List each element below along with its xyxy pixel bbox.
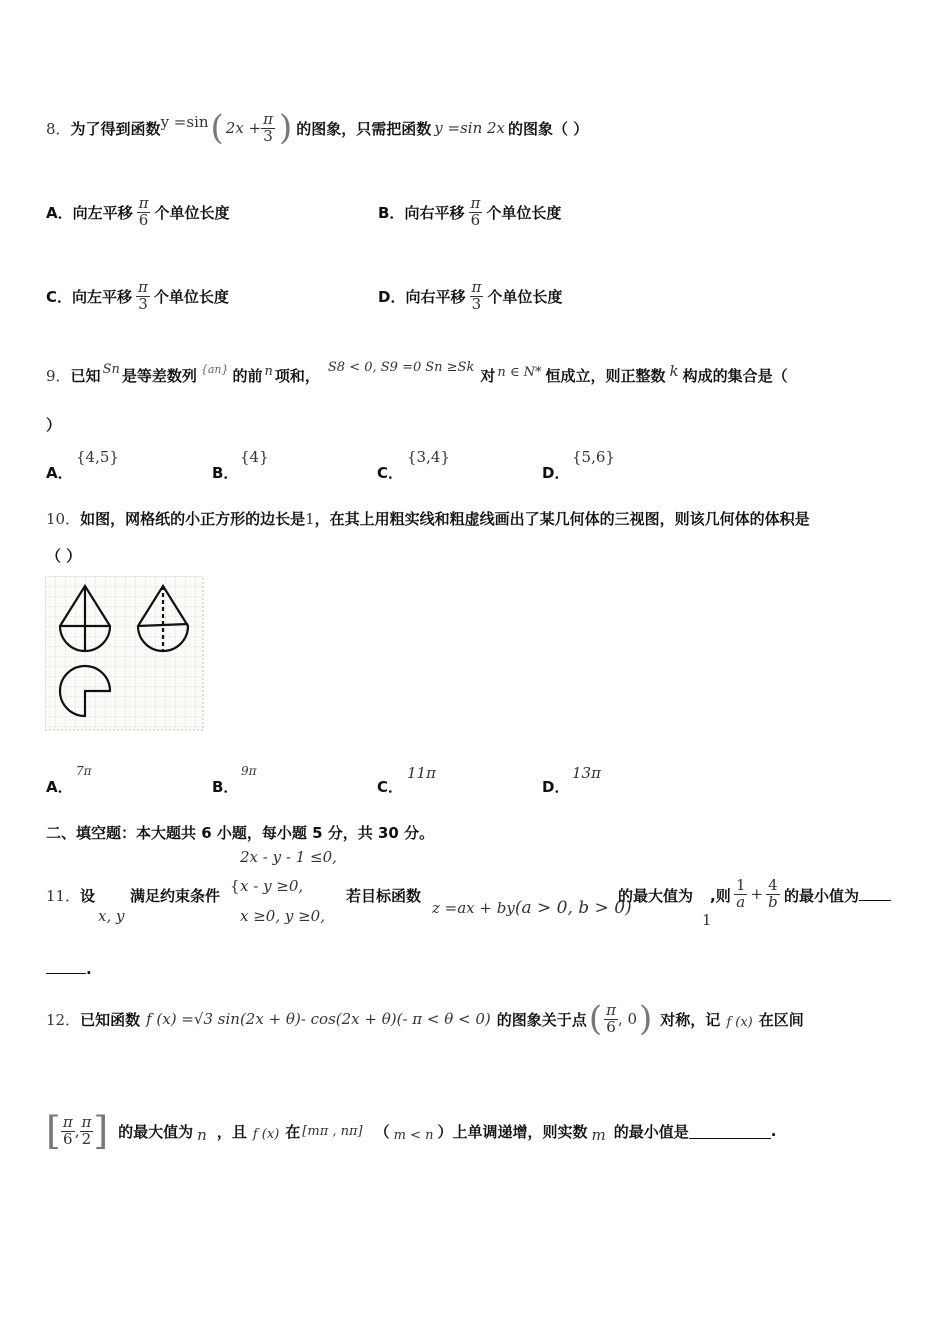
q11-vars: x, y bbox=[98, 907, 125, 925]
q11-she: 设 bbox=[80, 887, 96, 905]
q8-option-d[interactable]: D． 向右平移 $\frac{\pi}{3}$ 个单位长度 bbox=[378, 277, 563, 313]
q8-option-a[interactable]: A． 向左平移 $\frac{\pi}{6}$ 个单位长度 bbox=[46, 193, 230, 229]
q9-stem-end: ） bbox=[46, 416, 62, 434]
section-heading: 二、填空题：本大题共 6 小题，每小题 5 分，共 30 分。 bbox=[46, 824, 435, 842]
q11-constraint-1: 2x - y - 1 ≤0, bbox=[240, 848, 337, 866]
q10-stem: 10．如图，网格纸的小正方形的边长是1，在其上用粗实线和粗虚线画出了某几何体的三视图，则该几何体的体积是 bbox=[46, 510, 810, 528]
q11-answer-line-2: . bbox=[46, 960, 92, 978]
q11-number: 11． bbox=[46, 887, 81, 905]
q11-expression: $\frac{1}{a}$ + $\frac{4}{b}$ bbox=[736, 876, 778, 911]
q11-constraint-3: x ≥0, y ≥0, bbox=[240, 907, 325, 925]
q12-stem: 12． 已知函数 f (x) =√3 sin(2x + θ)- cos(2x + θ)(- π < θ < 0) 的图象关于点 ( $\frac{\pi}{6}$ , 0 ) 对称，记 f (x) 在区间 bbox=[46, 999, 804, 1039]
q8-option-b[interactable]: B． 向右平移 $\frac{\pi}{6}$ 个单位长度 bbox=[378, 193, 562, 229]
q11-objective: z =ax + by (a > 0, b > 0) bbox=[432, 898, 632, 918]
q11-answer-blank-2[interactable] bbox=[46, 973, 86, 974]
q11-brace: { bbox=[230, 877, 240, 895]
q8-stem: 8． 为了得到函数 y =sin ( 2x + $\frac{\pi}{3}$ ) 的图象，只需把函数 y =sin 2x 的图象（ ） bbox=[46, 108, 589, 148]
q10-stem-end: （ ） bbox=[46, 547, 82, 565]
q11-max-value: 1 bbox=[702, 911, 712, 929]
q11-text-max: 的最大值为 bbox=[618, 887, 694, 905]
q11-constraint-2: x - y ≥0, bbox=[240, 877, 304, 895]
q9-stem: 9． 已知 Sn 是等差数列 {an} 的前 n 项和， S8 < 0, S9 =0 Sn ≥Sk 对 n ∈ N* 恒成立，则正整数 k 构成的集合是（ bbox=[46, 359, 788, 385]
q11-text-then: ,则 bbox=[710, 887, 731, 905]
grid-background bbox=[45, 576, 203, 730]
q11-answer-blank[interactable] bbox=[859, 900, 891, 901]
q12-answer-blank[interactable] bbox=[689, 1138, 771, 1139]
three-view-figure bbox=[45, 576, 205, 732]
q8-option-c[interactable]: C． 向左平移 $\frac{\pi}{3}$ 个单位长度 bbox=[46, 277, 229, 313]
q11-text-min: 的最小值为 bbox=[784, 885, 891, 906]
q12-stem-2: [ $\frac{\pi}{6}$ , $\frac{\pi}{2}$ ] 的最大值为 n ，且 f (x) 在 [mπ , nπ] （ m < n ）上单调递增，则实数 m 的最小值是 . bbox=[46, 1109, 777, 1153]
q11-text-objective: 若目标函数 bbox=[346, 887, 422, 905]
q11-text-constraint: 满足约束条件 bbox=[130, 887, 221, 905]
q8-frac: $\frac{\pi}{3}$ bbox=[263, 109, 273, 145]
